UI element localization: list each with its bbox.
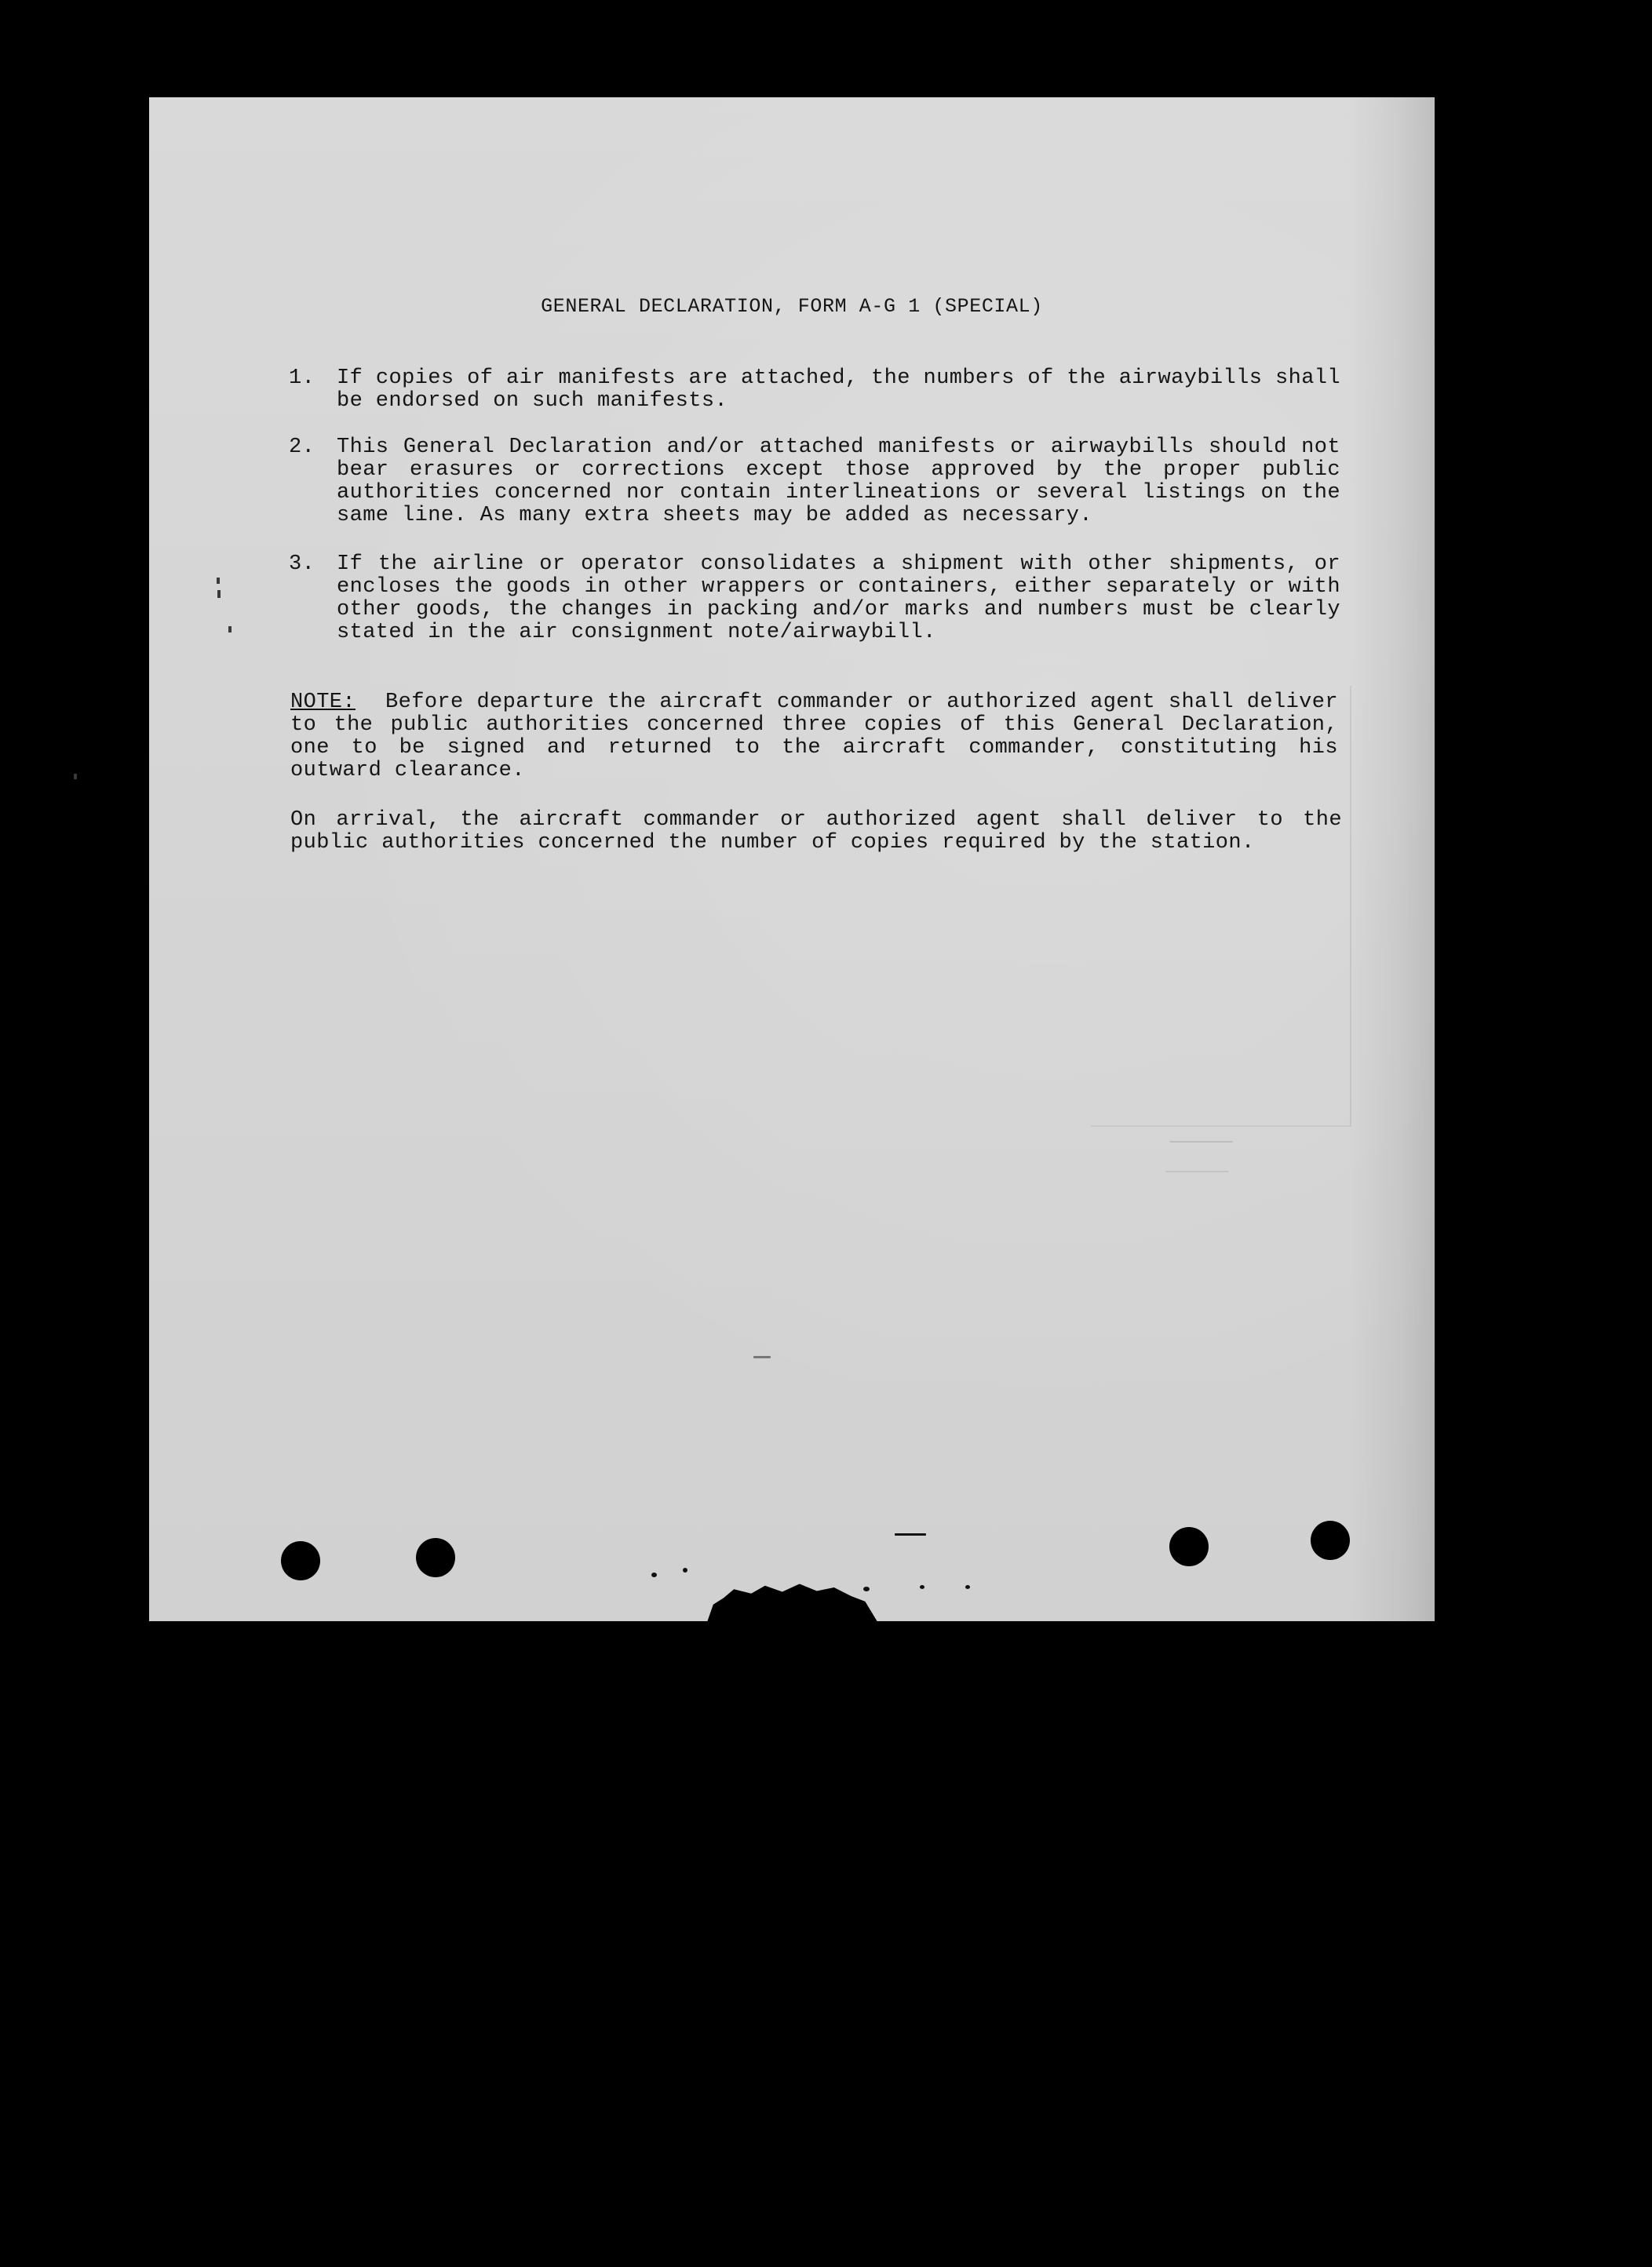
scan-speck bbox=[74, 774, 77, 779]
item-number: 3. bbox=[289, 552, 315, 576]
scan-speck bbox=[228, 626, 232, 632]
document-page bbox=[149, 97, 1435, 1621]
instruction-item-2 bbox=[289, 436, 1340, 527]
document-title: GENERAL DECLARATION, FORM A-G 1 (SPECIAL) bbox=[541, 295, 1043, 318]
scan-speck bbox=[217, 590, 221, 598]
scan-speck bbox=[217, 578, 220, 584]
instruction-item-1 bbox=[289, 367, 1340, 413]
note-label: NOTE: bbox=[290, 691, 356, 714]
punch-hole bbox=[416, 1538, 455, 1577]
note-paragraph bbox=[290, 691, 1338, 782]
bleed-through-mark bbox=[1165, 1141, 1233, 1172]
ink-speck bbox=[920, 1585, 924, 1589]
ink-speck bbox=[753, 1356, 771, 1358]
arrival-paragraph: On arrival, the aircraft commander or authorized agent shall deliver to the public authorities concerned the number of copies required by the station. bbox=[290, 808, 1342, 855]
item-text: If the airline or operator consolidates a shipment with other shipments, or encloses the goods in other wrappers or containers, either separately or with other goods, the changes in packing and/or marks and numbers must be clearly stated in the air consignment note/airwaybill. bbox=[337, 552, 1340, 644]
ink-speck bbox=[895, 1533, 926, 1536]
punch-hole bbox=[1169, 1527, 1209, 1566]
ink-speck bbox=[651, 1573, 657, 1577]
item-text: If copies of air manifests are attached, the numbers of the airwaybills shall be endorsed on such manifests. bbox=[337, 366, 1340, 413]
instruction-item-3 bbox=[289, 553, 1340, 644]
punch-hole bbox=[281, 1541, 320, 1580]
item-text: This General Declaration and/or attached manifests or airwaybills should not bear erasures or corrections except those approved by the proper public authorities concerned nor contain interlineations or several listings on the same line. As many extra sheets may be added as necessary. bbox=[337, 436, 1340, 527]
punch-hole bbox=[1311, 1521, 1350, 1560]
ink-speck bbox=[965, 1585, 970, 1589]
item-number: 1. bbox=[289, 366, 315, 390]
ink-speck bbox=[683, 1568, 687, 1573]
torn-edge bbox=[706, 1580, 879, 1624]
ink-speck bbox=[863, 1587, 870, 1591]
note-text: Before departure the aircraft commander or authorized agent shall deliver to the public authorities concerned three copies of this General Declaration, one to be signed and returned to the aircraft commander, constituting his outward clearance. bbox=[290, 691, 1338, 782]
item-number: 2. bbox=[289, 436, 315, 459]
page-edge-shadow bbox=[1348, 97, 1435, 1621]
